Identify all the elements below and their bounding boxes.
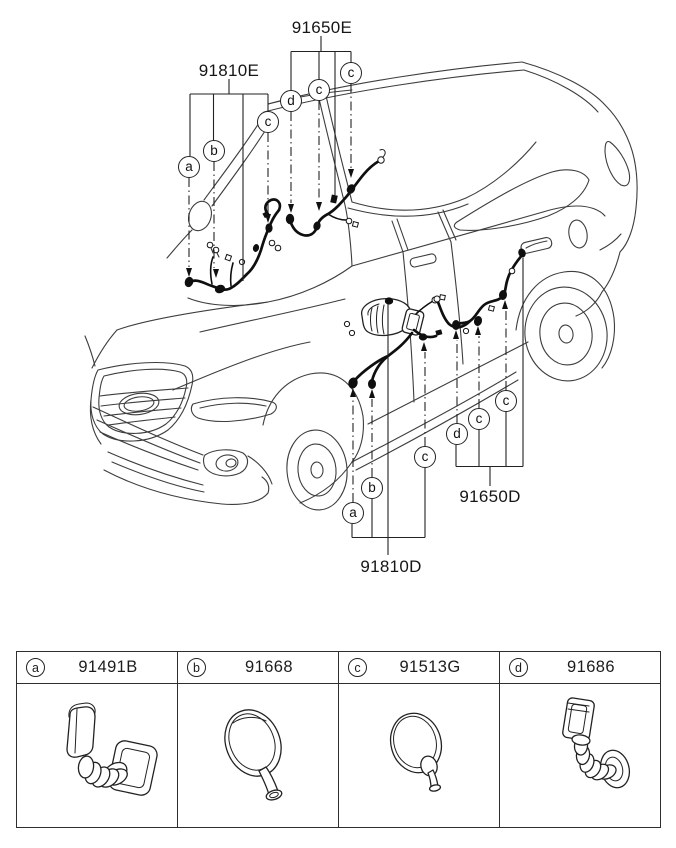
legend-callout-c: c bbox=[348, 658, 367, 677]
legend-part-number-a: 91491B bbox=[78, 658, 138, 676]
legend-table bbox=[16, 651, 661, 828]
callout-d-91650D[interactable]: d bbox=[446, 423, 468, 445]
callout-c2-91650E[interactable]: c bbox=[340, 62, 362, 84]
part-label-91650D[interactable]: 91650D bbox=[459, 487, 521, 506]
callout-a-91810D[interactable]: a bbox=[342, 502, 364, 524]
round-grommet-icon bbox=[340, 685, 499, 827]
legend-callout-d: d bbox=[509, 658, 528, 677]
legend-part-number-d: 91686 bbox=[567, 658, 615, 676]
part-label-91810D[interactable]: 91810D bbox=[360, 557, 422, 576]
connector-bellows-grommet-icon bbox=[501, 685, 660, 827]
callout-c1-91650E[interactable]: c bbox=[308, 79, 330, 101]
callout-b-91810D[interactable]: b bbox=[361, 477, 383, 499]
grommet-duct-icon bbox=[18, 685, 177, 827]
legend-callout-a: a bbox=[26, 658, 45, 677]
callout-c2-91650D[interactable]: c bbox=[495, 390, 517, 412]
callout-c-91810E[interactable]: c bbox=[257, 111, 279, 133]
part-label-91650E[interactable]: 91650E bbox=[291, 18, 353, 37]
part-label-91810E[interactable]: 91810E bbox=[198, 61, 260, 80]
callout-b-91810E[interactable]: b bbox=[203, 140, 225, 162]
callout-a-91810E[interactable]: a bbox=[178, 156, 200, 178]
legend-cell-d-header bbox=[500, 652, 660, 684]
legend-cell-a[interactable] bbox=[17, 652, 178, 827]
callout-d-91650E[interactable]: d bbox=[280, 90, 302, 112]
legend-cell-b-header bbox=[178, 652, 338, 684]
legend-part-number-c: 91513G bbox=[399, 658, 461, 676]
oval-grommet-icon bbox=[179, 685, 338, 827]
legend-cell-d[interactable] bbox=[500, 652, 660, 827]
legend-part-number-b: 91668 bbox=[245, 658, 293, 676]
callout-c1-91650D[interactable]: c bbox=[468, 408, 490, 430]
callout-bracket-lines bbox=[190, 36, 523, 555]
legend-cell-a-header bbox=[17, 652, 177, 684]
callout-c-91810D[interactable]: c bbox=[414, 446, 436, 468]
legend-cell-b[interactable] bbox=[178, 652, 339, 827]
legend-cell-c-header bbox=[339, 652, 499, 684]
legend-cell-c[interactable] bbox=[339, 652, 500, 827]
car-body-art bbox=[85, 62, 637, 512]
door-harness-art bbox=[183, 150, 527, 390]
legend-callout-b: b bbox=[187, 658, 206, 677]
